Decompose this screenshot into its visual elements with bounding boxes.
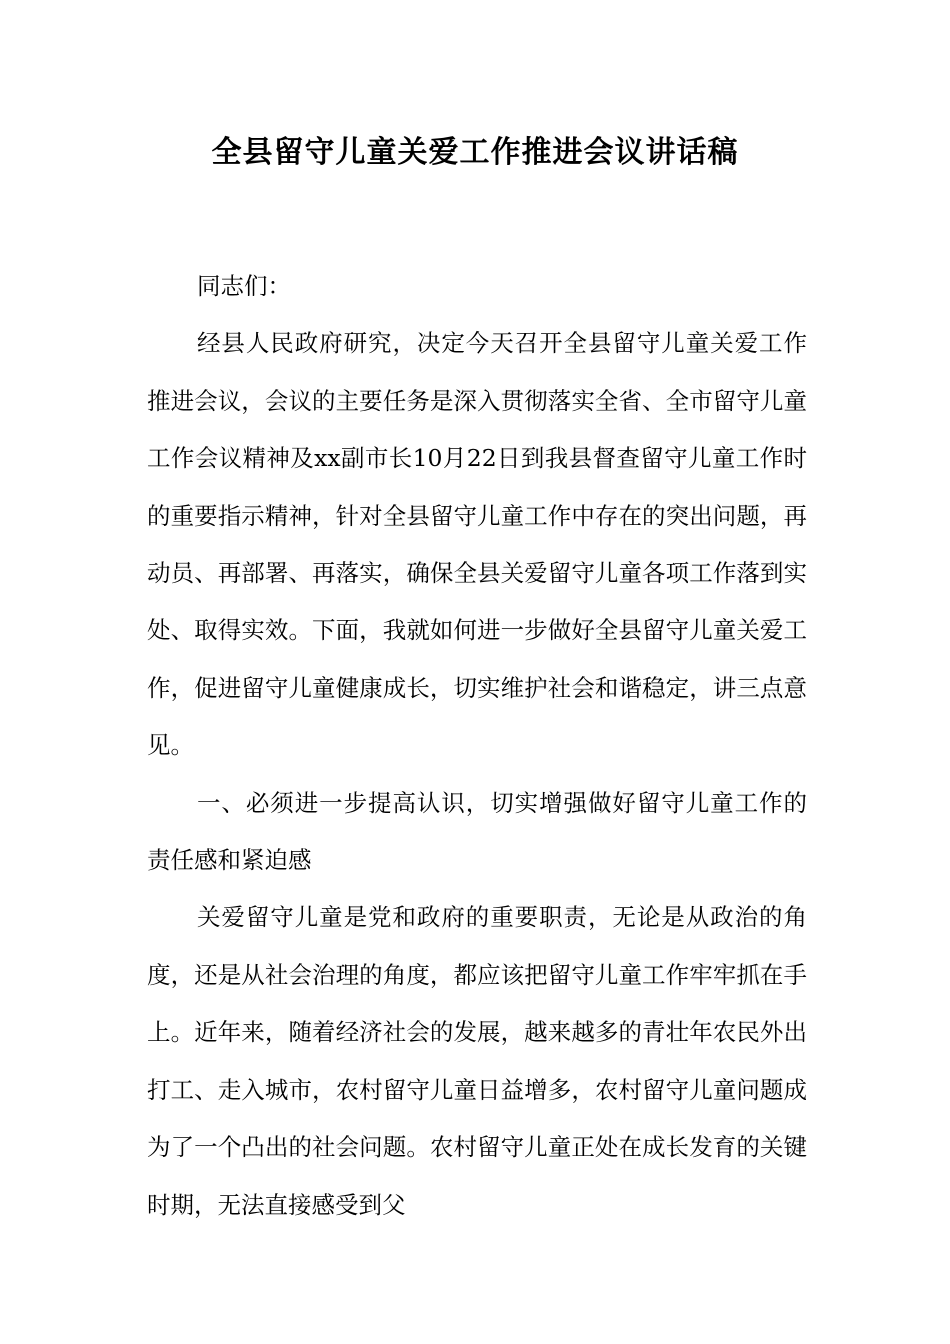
document-body: [147, 258, 807, 1234]
intro-paragraph: 经县人民政府研究，决定今天召开全县留守儿童关爱工作推进会议，会议的主要任务是深入贯彻落实全省、全市留守儿童工作会议精神及xx副市长10月22日到我县督查留守儿童工作时的重要指示精神，针对全县留守儿童工作中存在的突出问题，再动员、再部署、再落实，确保全县关爱留守儿童各项工作落到实处、取得实效。下面，我就如何进一步做好全县留守儿童关爱工作，促进留守儿童健康成长，切实维护社会和谐稳定，讲三点意见。: [147, 329, 807, 760]
section-1-paragraph: 关爱留守儿童是党和政府的重要职责，无论是从政治的角度，还是从社会治理的角度，都应该把留守儿童工作牢牢抓在手上。近年来，随着经济社会的发展，越来越多的青壮年农民外出打工、走入城市，农村留守儿童日益增多，农村留守儿童问题成为了一个凸出的社会问题。农村留守儿童正处在成长发育的关键时期，无法直接感受到父: [147, 903, 807, 1219]
section-heading-1: 一、必须进一步提高认识，切实增强做好留守儿童工作的责任感和紧迫感: [147, 788, 807, 875]
salutation-paragraph: 同志们：: [197, 272, 291, 300]
document-title: 全县留守儿童关爱工作推进会议讲话稿: [211, 135, 739, 170]
